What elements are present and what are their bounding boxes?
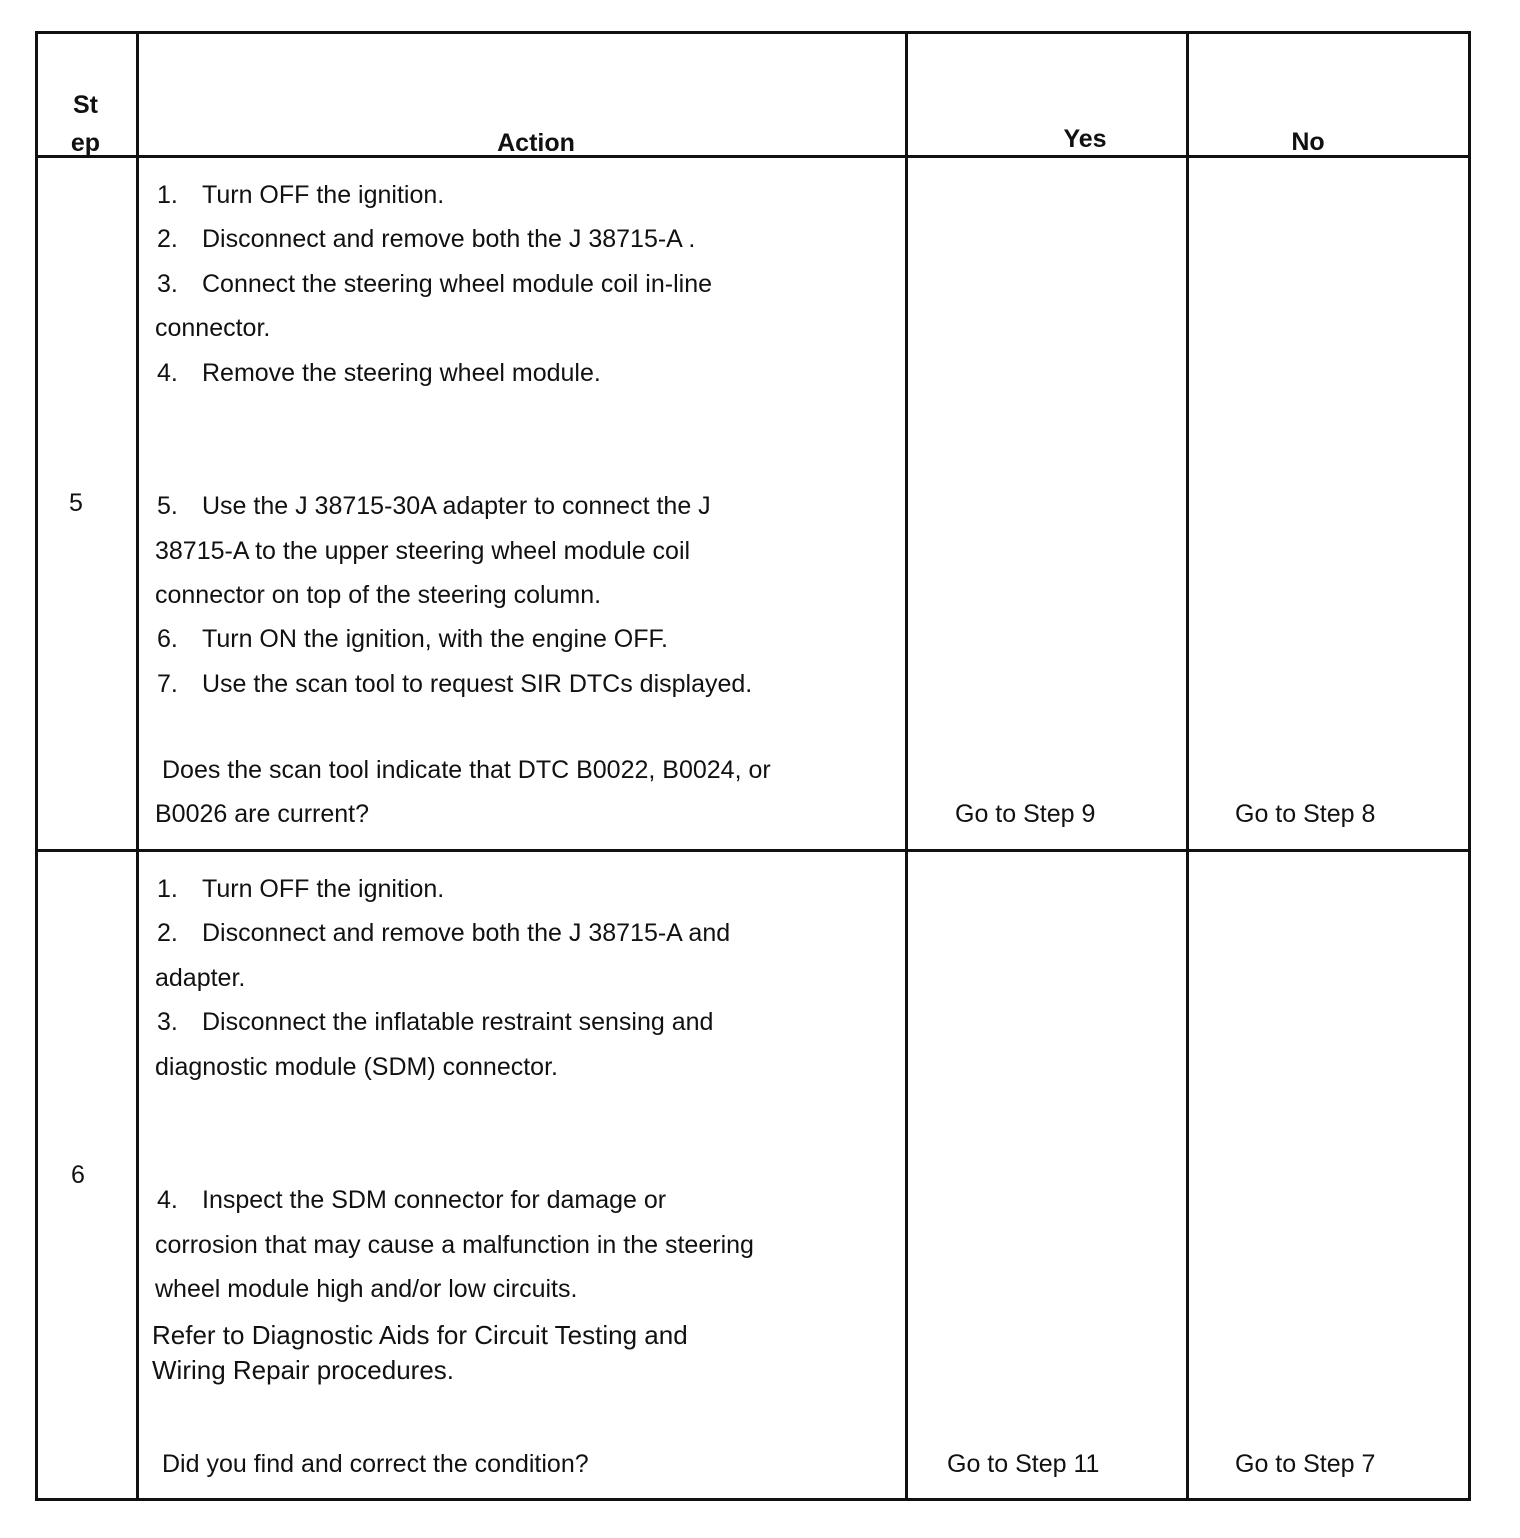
item-text: Turn OFF the ignition. [202, 875, 445, 903]
item-continuation: adapter. [155, 964, 246, 992]
no-result: Go to Step 8 [1235, 800, 1376, 828]
header-yes: Yes [1063, 125, 1107, 153]
no-result: Go to Step 7 [1235, 1450, 1376, 1478]
item-number: 1. [157, 181, 178, 209]
header-step-line2: ep [70, 129, 101, 157]
item-continuation: corrosion that may cause a malfunction in the steering [155, 1231, 754, 1259]
item-text: Inspect the SDM connector for damage or [202, 1186, 667, 1214]
refer-text: Wiring Repair procedures. [152, 1355, 455, 1385]
diagnostic-table [35, 31, 1471, 1501]
item-continuation: connector on top of the steering column. [155, 581, 602, 609]
item-number: 3. [157, 1008, 178, 1036]
step-number: 5 [69, 489, 83, 517]
refer-text: Refer to Diagnostic Aids for Circuit Testing and [152, 1320, 688, 1350]
row-divider [35, 849, 1471, 852]
column-divider-yes [1186, 31, 1189, 1501]
item-text: Turn OFF the ignition. [202, 181, 445, 209]
item-text: Use the scan tool to request SIR DTCs displayed. [202, 670, 753, 698]
item-continuation: connector. [155, 314, 271, 342]
column-divider-action [905, 31, 908, 1501]
yes-result: Go to Step 11 [947, 1450, 1100, 1478]
item-number: 7. [157, 670, 178, 698]
item-number: 4. [157, 359, 178, 387]
table-border-left [35, 31, 38, 1501]
item-number: 5. [157, 492, 178, 520]
item-continuation: 38715-A to the upper steering wheel module coil [155, 537, 691, 565]
item-number: 2. [157, 919, 178, 947]
item-text: Disconnect and remove both the J 38715-A and [202, 919, 731, 947]
table-border-top [35, 31, 1471, 34]
question-text: Does the scan tool indicate that DTC B0022, B0024, or [162, 756, 771, 784]
item-number: 1. [157, 875, 178, 903]
table-border-right [1468, 31, 1471, 1501]
question-text: Did you find and correct the condition? [162, 1450, 589, 1478]
item-text: Use the J 38715-30A adapter to connect the J [202, 492, 711, 520]
question-text: B0026 are current? [155, 800, 370, 828]
item-text: Disconnect the inflatable restraint sensing and [202, 1008, 714, 1036]
column-divider-step [136, 31, 139, 1501]
header-action: Action [497, 129, 575, 157]
item-number: 6. [157, 625, 178, 653]
header-step-line1: St [73, 91, 98, 119]
item-text: Disconnect and remove both the J 38715-A . [202, 225, 696, 253]
item-number: 4. [157, 1186, 178, 1214]
item-text: Connect the steering wheel module coil in-line [202, 270, 713, 298]
step-number: 6 [71, 1161, 85, 1189]
item-number: 2. [157, 225, 178, 253]
item-text: Turn ON the ignition, with the engine OFF. [202, 625, 668, 653]
item-text: Remove the steering wheel module. [202, 359, 601, 387]
item-number: 3. [157, 270, 178, 298]
table-border-bottom [35, 1498, 1471, 1501]
item-continuation: wheel module high and/or low circuits. [155, 1275, 578, 1303]
yes-result: Go to Step 9 [955, 800, 1096, 828]
header-no: No [1291, 128, 1325, 156]
item-continuation: diagnostic module (SDM) connector. [155, 1053, 558, 1081]
